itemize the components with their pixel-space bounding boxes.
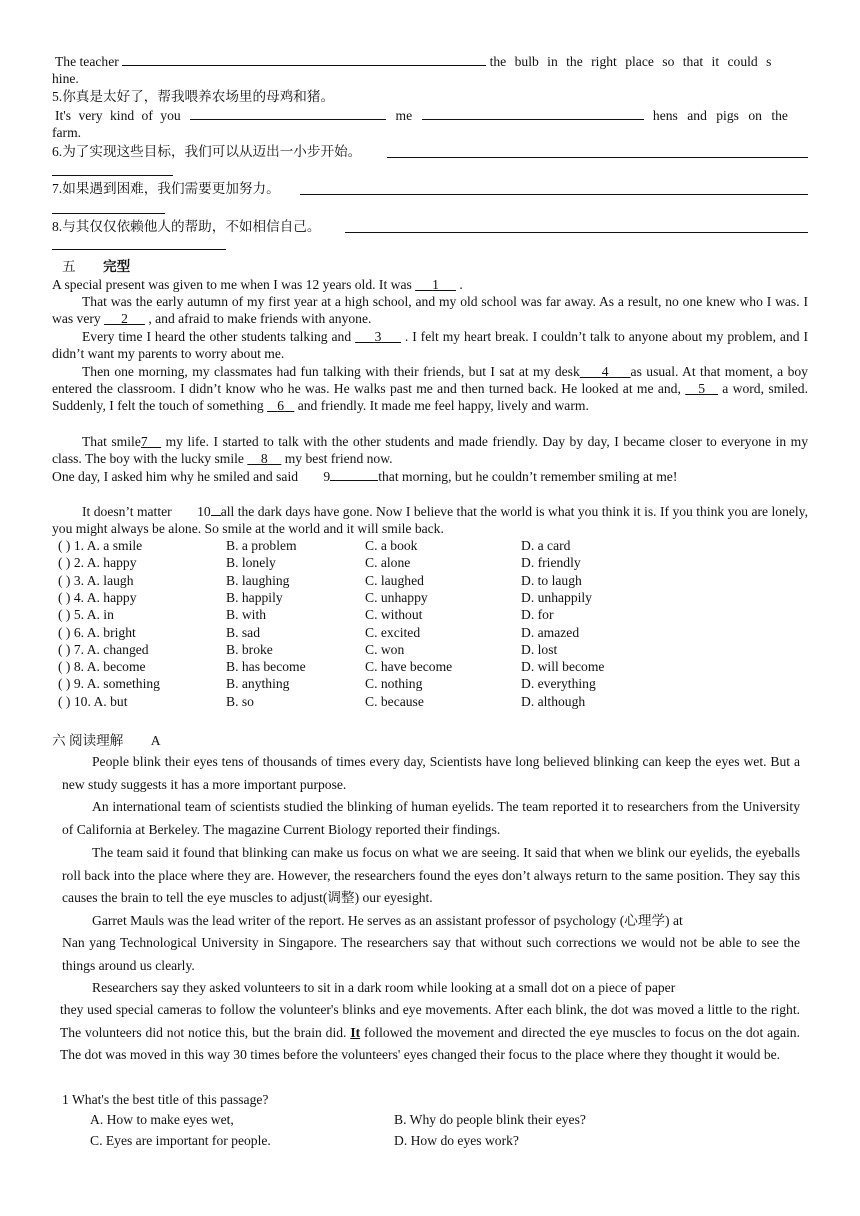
cloze-p5-text-a: That smile (82, 434, 141, 449)
q5-chinese: 5.你真是太好了，帮我喂养农场里的母鸡和猪。 (52, 89, 335, 104)
cloze-question-3-option-c[interactable]: C. laughed (365, 572, 424, 588)
cloze-paragraph-5 (52, 433, 808, 467)
cloze-question-5-option-a[interactable]: ( ) 5. A. in (58, 607, 114, 623)
cloze-paragraph-1 (52, 276, 808, 293)
cloze-p5-text-c: my best friend now. (284, 451, 393, 466)
q8-answer-line-2[interactable] (52, 249, 226, 250)
cloze-question-10-option-d[interactable]: D. although (521, 693, 586, 709)
cloze-blank-10: 10 (197, 504, 221, 519)
reading-q1-option-a[interactable]: A. How to make eyes wet, (90, 1112, 234, 1127)
q7-answer-line-2[interactable] (52, 213, 165, 214)
cloze-p5-text-b: my life. I started to talk with the other students and made friendly. Day by day, I became closer to everyone in my class. The boy with the lucky smile (52, 434, 809, 466)
reading-heading (52, 732, 161, 749)
q6-answer-line-1[interactable] (387, 157, 808, 158)
cloze-p4-text-c: a word, smiled. Suddenly, I felt the touch of something (52, 381, 808, 413)
cloze-question-9-option-b[interactable]: B. anything (226, 676, 290, 692)
q6-answer-line-2[interactable] (52, 175, 173, 176)
reading-p5-text-b: they used special cameras to follow the volunteer's blinks and eye movements. After each blink, the dot was moved a little to the right. The volunteers did not notice this, but the brain did. (60, 1002, 800, 1040)
cloze-blank-3: 3 (374, 329, 382, 344)
cloze-question-1-option-b[interactable]: B. a problem (226, 538, 297, 553)
cloze-question-7-option-a[interactable]: ( ) 7. A. changed (58, 641, 149, 657)
q4-text-b: the bulb in the right place so that it could s (489, 54, 772, 69)
cloze-blank-4: 4 (601, 364, 609, 379)
cloze-question-1-option-d[interactable]: D. a card (521, 538, 571, 553)
reading-q1-option-d[interactable]: D. How do eyes work? (394, 1133, 519, 1148)
cloze-blank-9: 9 (323, 469, 378, 484)
cloze-question-4-option-d[interactable]: D. unhappily (521, 589, 592, 605)
cloze-p6-text-b: that morning, but he couldn’t remember smiling at me! (378, 469, 678, 484)
cloze-question-5-option-b[interactable]: B. with (226, 607, 267, 623)
q5-text-d: farm. (52, 125, 82, 140)
cloze-paragraph-4 (52, 363, 808, 414)
cloze-question-4-option-a[interactable]: ( ) 4. A. happy (58, 589, 137, 605)
cloze-question-7-option-b[interactable]: B. broke (226, 641, 273, 657)
cloze-question-10-option-c[interactable]: C. because (365, 693, 424, 709)
cloze-paragraph-2 (52, 293, 808, 327)
cloze-question-7-option-d[interactable]: D. lost (521, 641, 558, 657)
reading-q1-option-c[interactable]: C. Eyes are important for people. (90, 1133, 271, 1148)
cloze-question-9-option-d[interactable]: D. everything (521, 676, 596, 692)
cloze-question-4-option-b[interactable]: B. happily (226, 589, 283, 605)
cloze-p1-text: A special present was given to me when I was 12 years old. It was (52, 277, 412, 292)
reading-paragraph-4-first: Garret Mauls was the lead writer of the report. He serves as an assistant professor of psychology (心理学) at (92, 913, 683, 928)
cloze-p4-text-b: as usual. At that moment, a boy entered the classroom. I didn’t know who he was. He walks past me and then turned back. He looked at me and, (52, 364, 808, 396)
reading-paragraph-2: An international team of scientists studied the blinking of human eyelids. The team reported it to researchers from the University of California at Berkeley. The magazine Current Biology reported their findings. (62, 799, 800, 837)
q8-chinese: 8.与其仅仅依赖他人的帮助，不如相信自己。 (52, 219, 321, 234)
cloze-question-1-option-c[interactable]: C. a book (365, 538, 418, 553)
translation-q4 (52, 53, 808, 70)
cloze-question-6-option-b[interactable]: B. sad (226, 624, 260, 640)
cloze-question-1-option-a[interactable]: ( ) 1. A. a smile (58, 538, 143, 553)
cloze-question-5-option-d[interactable]: D. for (521, 607, 554, 623)
cloze-question-9-option-c[interactable]: C. nothing (365, 676, 423, 692)
q7-answer-line-1[interactable] (300, 194, 808, 195)
cloze-question-9-option-a[interactable]: ( ) 9. A. something (58, 676, 160, 692)
cloze-question-2-option-c[interactable]: C. alone (365, 555, 411, 571)
reading-question-1: 1 What's the best title of this passage? (62, 1092, 269, 1107)
q5-text-a: It's very kind of you (55, 108, 181, 123)
cloze-question-8-option-c[interactable]: C. have become (365, 659, 453, 675)
cloze-question-2-option-a[interactable]: ( ) 2. A. happy (58, 555, 137, 571)
cloze-p4-text-d: and friendly. It made me feel happy, lively and warm. (297, 398, 589, 413)
reading-paragraph-5-rest (60, 999, 800, 1067)
reading-section-title: 六 阅读理解 (52, 733, 124, 748)
cloze-p7-text-a: It doesn’t matter (82, 504, 172, 519)
q5-answer-blank-1[interactable] (190, 107, 386, 120)
reading-part-label: A (150, 733, 161, 748)
cloze-paragraph-6 (52, 468, 677, 485)
cloze-heading (62, 258, 130, 275)
cloze-p7-text-b: all the dark days have gone. Now I believe that the world is what you think it is. If you think you are lonely, you might always be alone. So smile at the world and it will smile back. (52, 504, 808, 536)
cloze-question-2-option-b[interactable]: B. lonely (226, 555, 276, 571)
reading-p5-text-c: followed the movement and directed the eye muscles to focus on the dot again. The dot was moved in this way 30 times before the volunteers' eyes changed their focus to the place where they thought it would be. (60, 1024, 800, 1063)
cloze-question-10-option-b[interactable]: B. so (226, 693, 254, 709)
cloze-p2-text: That was the early autumn of my first year at a high school, and my old school was far away. As a result, no one knew who I was. I was very (52, 294, 808, 326)
cloze-question-3-option-b[interactable]: B. laughing (226, 572, 290, 588)
cloze-question-3-option-d[interactable]: D. to laugh (521, 572, 582, 588)
q6-chinese: 6.为了实现这些目标，我们可以从迈出一小步开始。 (52, 144, 362, 159)
cloze-question-10-option-a[interactable]: ( ) 10. A. but (58, 693, 128, 709)
reading-p5-it: It (350, 1024, 361, 1040)
cloze-question-4-option-c[interactable]: C. unhappy (365, 589, 428, 605)
q4-text-a: The teacher (55, 54, 119, 69)
reading-q1-option-b[interactable]: B. Why do people blink their eyes? (394, 1112, 586, 1127)
cloze-question-5-option-c[interactable]: C. without (365, 607, 423, 623)
cloze-paragraph-7 (52, 503, 808, 537)
cloze-blank-5: 5 (698, 381, 705, 396)
reading-paragraph-1: People blink their eyes tens of thousands of times every day, Scientists have long believed blinking can keep the eyes wet. But a new study suggests it has a more important purpose. (62, 754, 800, 792)
cloze-question-3-option-a[interactable]: ( ) 3. A. laugh (58, 572, 134, 588)
cloze-blank-2: 2 (121, 311, 128, 326)
cloze-p6-text-a: One day, I asked him why he smiled and said (52, 469, 299, 484)
cloze-question-2-option-d[interactable]: D. friendly (521, 555, 581, 571)
cloze-blank-1: 1 (432, 277, 439, 292)
q7-chinese: 7.如果遇到困难，我们需要更加努力。 (52, 181, 280, 196)
cloze-section-number: 五 (62, 259, 76, 274)
cloze-p3-text: Every time I heard the other students talking and (82, 329, 352, 344)
q4-text-c: hine. (52, 71, 79, 86)
q5-answer-blank-2[interactable] (422, 107, 644, 120)
cloze-section-title: 完型 (103, 259, 131, 274)
cloze-paragraph-3 (52, 328, 808, 362)
q5-text-b: me (395, 108, 413, 123)
cloze-blank-8: 8 (260, 451, 268, 466)
reading-paragraph-5-first: Researchers say they asked volunteers to sit in a dark room while looking at a small dot on a piece of paper (92, 980, 676, 995)
cloze-p3-end: . I felt my heart break. I couldn’t talk to anyone about my problem, and I didn’t want my parents to worry about me. (52, 329, 809, 361)
cloze-blank-6: 6 (277, 398, 285, 413)
cloze-question-6-option-a[interactable]: ( ) 6. A. bright (58, 624, 136, 640)
cloze-p4-text-a: Then one morning, my classmates had fun talking with their friends, but I sat at my desk (82, 364, 580, 379)
q4-answer-blank[interactable] (122, 53, 486, 66)
q8-answer-line-1[interactable] (345, 232, 808, 233)
cloze-question-8-option-b[interactable]: B. has become (226, 659, 306, 675)
translation-q5 (52, 107, 788, 124)
cloze-question-7-option-c[interactable]: C. won (365, 641, 405, 657)
cloze-question-8-option-d[interactable]: D. will become (521, 659, 605, 675)
reading-paragraph-3: The team said it found that blinking can make us focus on what we are seeing. It said that when we blink our eyelids, the eyeballs roll back into the place where they are. However, the researchers found the eyes don’t always return to the same position. They say this causes the brain to tell the eye muscles to adjust(调整) our eyesight. (62, 845, 800, 906)
reading-paragraph-4-rest: Nan yang Technological University in Singapore. The researchers say that without such corrections we would not be able to see the things around us clearly. (62, 935, 800, 973)
cloze-p2-end: , and afraid to make friends with anyone. (148, 311, 372, 326)
cloze-question-8-option-a[interactable]: ( ) 8. A. become (58, 659, 146, 675)
cloze-question-6-option-d[interactable]: D. amazed (521, 624, 580, 640)
cloze-question-6-option-c[interactable]: C. excited (365, 624, 421, 640)
cloze-blank-7: 7 (140, 434, 148, 449)
cloze-p1-end: . (459, 277, 463, 292)
q5-text-c: hens and pigs on the (652, 108, 788, 123)
